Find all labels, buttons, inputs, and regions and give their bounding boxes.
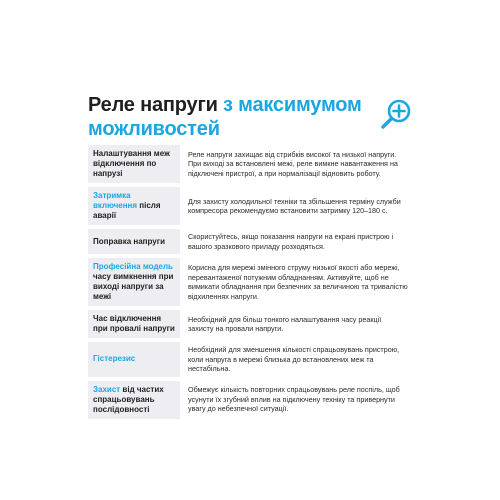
feature-name-text: Поправка напруги (93, 236, 165, 246)
feature-name (88, 310, 180, 338)
feature-name-text: від частих спрацьовувань послідовності (93, 384, 164, 414)
feature-description: Для захисту холодильної техніки та збільшення терміну служби компресора рекомендуємо встановити затримку 120–180 с. (188, 196, 401, 215)
magnifier-plus-icon (378, 97, 414, 133)
feature-description: Обмежує кількість повторних спрацьовувань реле поспіль, щоб усунути їх згубний вплив на підключену техніку та привернути увагу до небезпечної ситуації. (188, 385, 400, 414)
feature-description: Реле напруги захищає від стрибків високої та низької напруги. При виході за встановлені межі, реле вимкне навантаження на підключені пристрої, а при нормалізації відновить роботу. (188, 149, 398, 178)
title-part-1: Реле напруги (88, 94, 224, 116)
feature-name-highlight: Захист (93, 384, 121, 394)
feature-name (88, 381, 180, 419)
feature-row-hysteresis (88, 342, 412, 377)
title-part-3: можливостей (88, 118, 220, 140)
feature-name (88, 258, 180, 306)
feature-row-dip-time (88, 310, 412, 338)
feature-name-text: часу вимкнення при виході напруги за межі (93, 272, 174, 301)
feature-name (88, 229, 180, 254)
feature-name (88, 145, 180, 183)
feature-description: Скористуйтесь, якщо показання напруги на екрані пристрою і вашого зразкового приладу розходяться. (188, 232, 394, 251)
feature-name (88, 187, 180, 225)
feature-name-text: Час відключення при провалі напруги (93, 314, 175, 333)
feature-row-pro-model (88, 258, 412, 306)
feature-row-restart-delay (88, 187, 412, 225)
feature-row-voltage-limits (88, 145, 412, 183)
feature-description: Необхідний для більш тонкого налаштування часу реакції захисту на провали напруги. (188, 314, 382, 333)
features-table (88, 145, 412, 423)
feature-name-highlight: Затримка включення (93, 191, 138, 210)
feature-description: Необхідний для зменшення кількості спрацьовувань пристрою, коли напруга в мережі близька до встановлених меж та нестабільна. (188, 345, 400, 373)
page-title (88, 93, 388, 141)
feature-row-frequent-trip-protection (88, 381, 412, 419)
title-part-2: з максимумом (223, 94, 362, 116)
feature-name-highlight: Гістерезис (93, 354, 136, 364)
feature-row-voltage-correction (88, 229, 412, 254)
feature-name (88, 342, 180, 377)
feature-name-highlight: Професійна модель (93, 262, 173, 271)
feature-name-text: після аварії (93, 201, 161, 220)
feature-name-text: Налаштування меж відключення по напрузі (93, 149, 170, 178)
feature-description: Корисна для мережі змінного струму низької якості або мережі, перевантаженої потужним обладнанням. Активуйте, щоб не вимикати обладнання при безпечних за величиною та тривалістю відхиленнях напруги. (188, 263, 408, 301)
